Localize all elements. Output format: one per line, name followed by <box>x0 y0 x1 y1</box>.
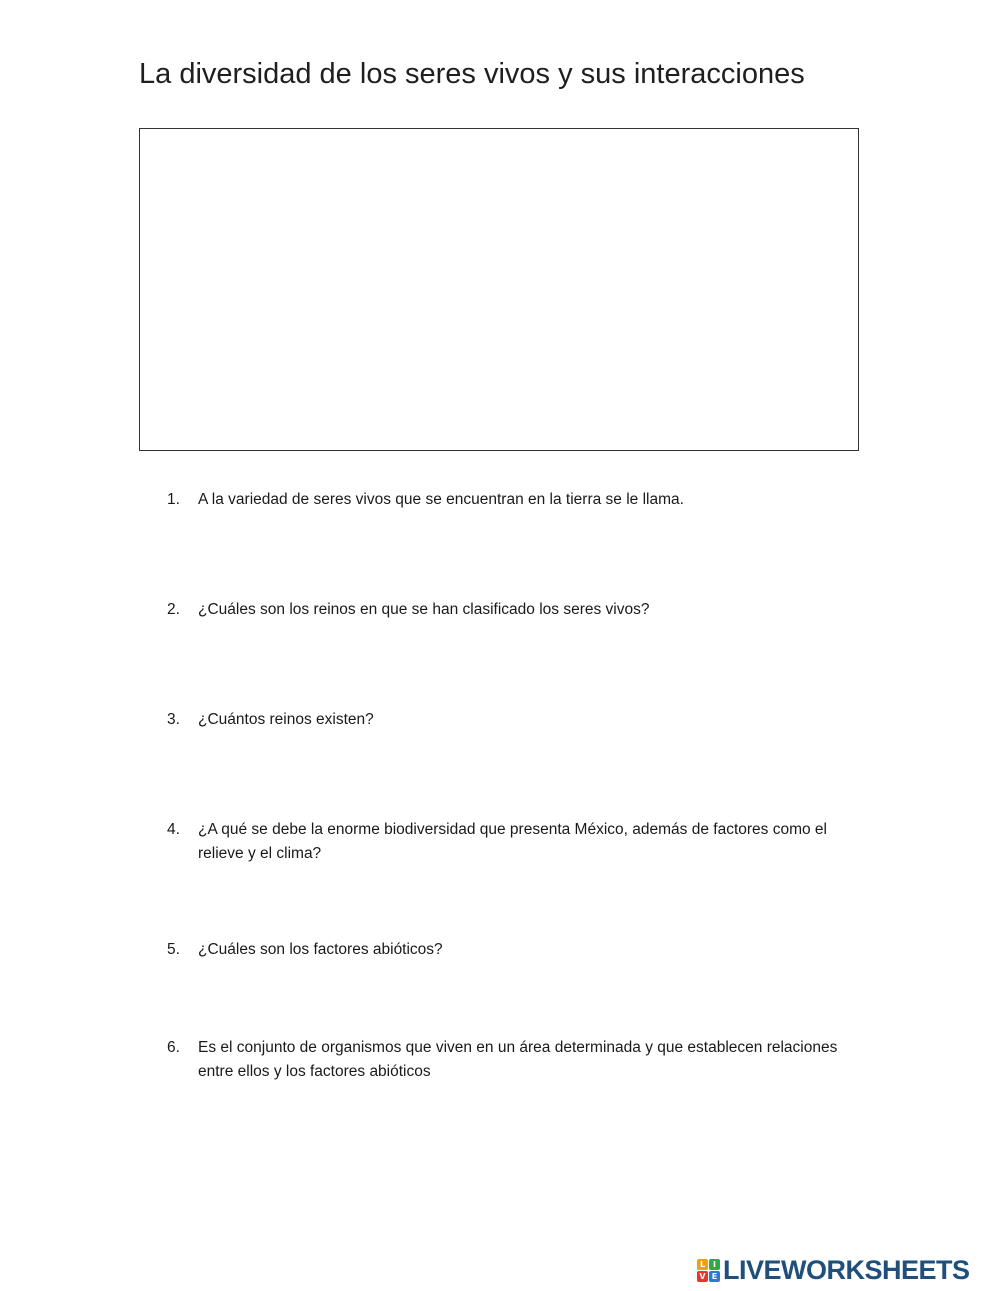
question-text: ¿A qué se debe la enorme biodiversidad que presenta México, además de factores como el relieve y el clima? <box>198 821 827 862</box>
question-text: Es el conjunto de organismos que viven en un área determinada y que establecen relaciones entre ellos y los factores abióticos <box>198 1039 838 1080</box>
logo-blocks-icon <box>697 1259 720 1282</box>
question-number: 6. <box>167 1039 180 1056</box>
question-text: ¿Cuántos reinos existen? <box>198 711 374 728</box>
question-text: ¿Cuáles son los factores abióticos? <box>198 941 443 958</box>
question-text: ¿Cuáles son los reinos en que se han clasificado los seres vivos? <box>198 601 650 618</box>
question-number: 5. <box>167 941 180 958</box>
logo-text: LIVEWORKSHEETS <box>723 1254 970 1285</box>
logo-block-e: E <box>709 1271 720 1282</box>
logo-block-v: V <box>697 1271 708 1282</box>
question-text: A la variedad de seres vivos que se encuentran en la tierra se le llama. <box>198 491 684 508</box>
logo-block-i: I <box>709 1259 720 1270</box>
page-title: La diversidad de los seres vivos y sus interacciones <box>139 58 805 90</box>
question-number: 3. <box>167 711 180 728</box>
question-number: 4. <box>167 821 180 838</box>
question-number: 2. <box>167 601 180 618</box>
question-number: 1. <box>167 491 180 508</box>
logo-block-l: L <box>697 1259 708 1270</box>
liveworksheets-logo <box>697 1254 970 1286</box>
image-placeholder-box <box>139 128 859 451</box>
